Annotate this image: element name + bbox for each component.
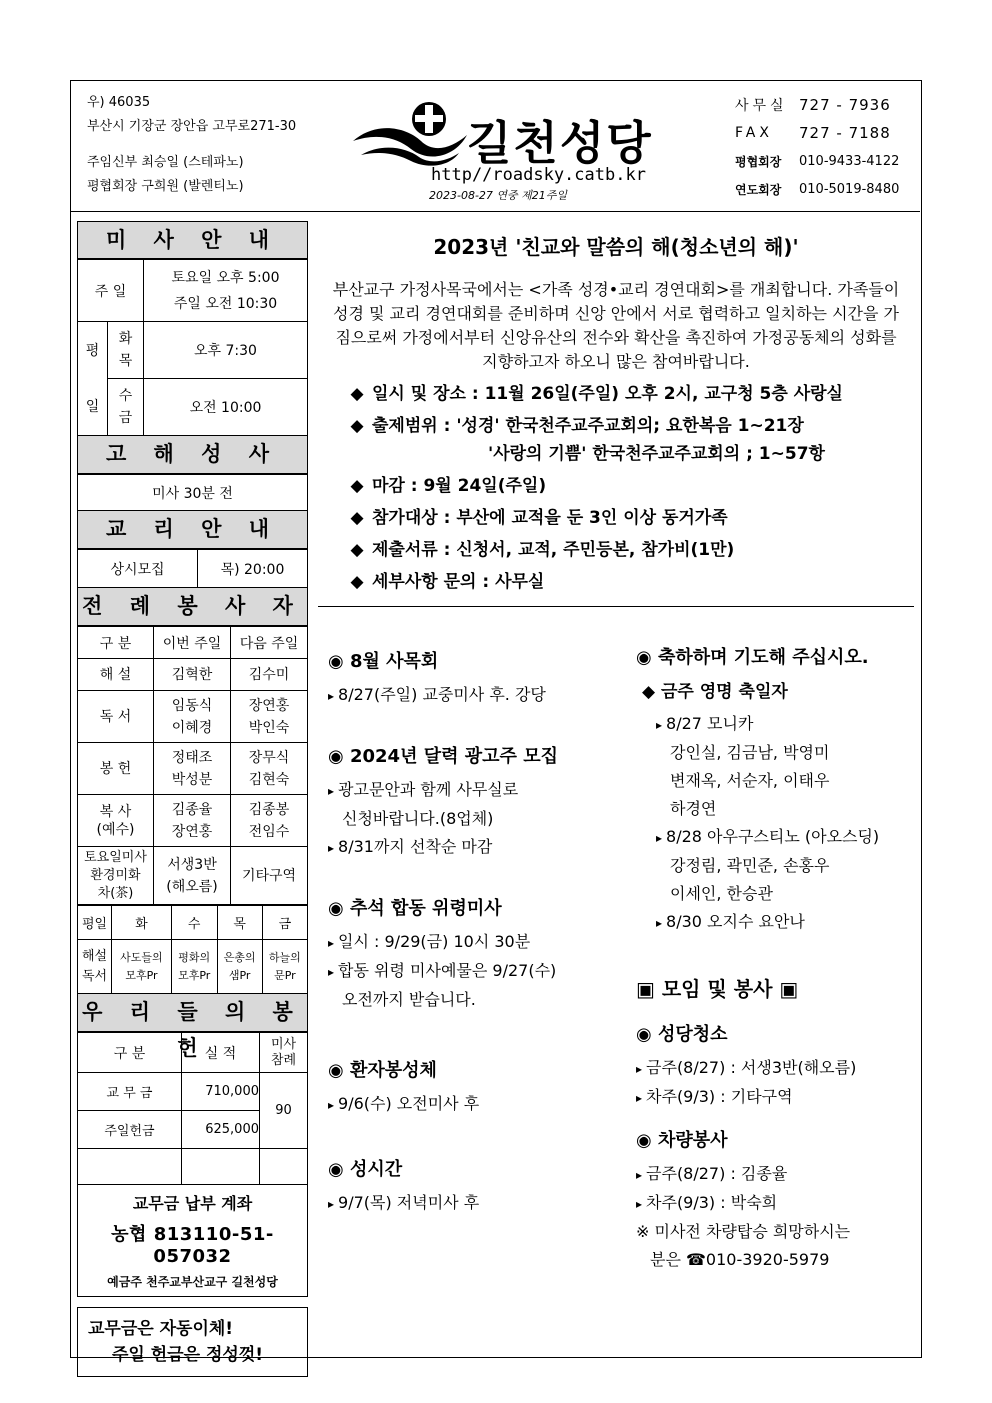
catechism-time: 목) 20:00 [198,550,308,588]
empty-cell [260,1149,308,1185]
calendar-title: ◉ 2024년 달력 광고주 모집 [328,746,558,767]
servers-next-week: 김수미 [231,659,308,691]
memorial-title: ◉ 추석 합동 위령미사 [328,898,502,919]
weekday-servers-table [77,905,308,994]
offering-row-amount: 710,000 [182,1073,260,1111]
contest-bullet: ◆ 출제범위 : '성경' 한국천주교주교회의; 요한복음 1~21장 [342,414,914,438]
weekday-label: 평일 [78,322,108,436]
offering-head-attendance: 미사 참례 [260,1033,308,1073]
year-theme-title: 2023년 '친교와 말씀의 해(청소년의 해)' [433,235,799,259]
catechism-recruit: 상시모집 [78,550,198,588]
servers-next-week: 장연홍 박인숙 [231,691,308,743]
feast-day-date: ▸ 8/30 오지수 요안나 [636,908,916,937]
attendance-count: 90 [260,1073,308,1149]
servers-this-week: 김종율 장연홍 [154,795,231,847]
calendar-item: 신청바랍니다.(8업체) [342,809,494,828]
congrats-column [636,643,916,1274]
church-logo [351,95,691,205]
contact-label: 평협회장 [735,154,782,169]
ride-phone: 분은 ☎010-3920-5979 [650,1250,830,1269]
contact-value: 727 - 7188 [799,124,891,142]
servers-next-week: 기타구역 [231,847,308,905]
feast-day-names: 변재옥, 서순자, 이태우 [670,771,830,790]
mass-table [77,259,308,436]
contest-bullet: ◆ 참가대상 : 부산에 교적을 둔 3인 이상 동거가족 [342,506,914,530]
wed-fri-time: 오전 10:00 [144,379,308,436]
contest-bullet: ◆ 세부사항 문의 : 사무실 [342,570,914,594]
sunday-times: 토요일 오후 5:00 주일 오전 10:30 [144,260,308,322]
servers-role: 해 설 [78,659,154,691]
tue-thu-time: 오후 7:30 [144,322,308,379]
feast-day-names: 강정림, 곽민준, 손홍우 [670,856,830,875]
servers-head-role: 구 분 [78,627,154,659]
weekday-cell: 사도들의 모후Pr [112,940,172,994]
parking-title: ◉ 차량봉사 [636,1130,728,1151]
contest-bullet-cont: '사랑의 기쁨' 한국천주교주교회의 ; 1~57항 [488,444,825,464]
header [71,81,920,212]
sunday-label: 주 일 [78,260,144,322]
contact-value: 010-5019-8480 [799,181,900,197]
contact-row [735,175,915,203]
empty-cell [182,1149,260,1185]
catechism-table [77,549,308,588]
offering-title: 우 리 들 의 봉 헌 [77,994,308,1032]
diamond-icon: ◆ [350,416,364,436]
memorial-item: 오전까지 받습니다. [342,990,476,1009]
feast-day-subtitle: ◆ 금주 영명 축일자 [642,682,788,702]
right-column [318,221,914,1327]
contest-bullet: ◆ 제출서류 : 신청서, 교적, 주민등본, 참가비(1만) [342,538,914,562]
weekday-cell: 평화의 모후Pr [171,940,217,994]
servers-row [78,743,308,795]
offering-row-label: 주일헌금 [78,1111,182,1149]
postal-code: 우) 46035 [87,95,151,110]
tue-thu-label: 화목 [108,322,144,379]
feast-day-names: 이세인, 한승관 [670,884,773,903]
church-url[interactable]: http//roadsky.catb.kr [431,165,646,185]
calendar-item: ▸ 8/31까지 선착순 마감 [328,833,618,862]
weekday-role: 해설 독서 [78,940,112,994]
feast-day-names: 강인실, 김금남, 박영미 [670,743,830,762]
contact-label: FAX [735,125,773,141]
cleaning-title: ◉ 성당청소 [636,1024,728,1045]
header-info [87,91,296,199]
weekday-head-cell: 화 [112,906,172,940]
meeting-item: ▸ 8/27(주일) 교중미사 후. 강당 [328,681,618,710]
offering-head-amount: 실 적 [182,1033,260,1073]
servers-this-week: 서생3반 (해오름) [154,847,231,905]
servers-next-week: 김종봉 전임수 [231,795,308,847]
feast-day-date: ▸ 8/27 모니카 [636,710,916,739]
bulletin-page [70,80,922,1365]
sick-communion-item: ▸ 9/6(수) 오전미사 후 [328,1090,618,1119]
servers-role: 독 서 [78,691,154,743]
servers-this-week: 김혁한 [154,659,231,691]
servers-row [78,691,308,743]
weekday-head-cell: 평일 [78,906,112,940]
dues-holder: 예금주 천주교부산교구 길천성당 [107,1275,278,1289]
confession-table [77,474,308,511]
feast-day-names: 하경연 [670,799,717,818]
offering-row-amount: 625,000 [182,1111,260,1149]
calendar-item: ▸ 광고문안과 함께 사무실로 [328,776,618,805]
servers-title: 전 례 봉 사 자 [77,588,308,626]
mass-title: 미 사 안 내 [77,221,308,259]
cleaning-item: ▸ 차주(9/3) : 기타구역 [636,1083,916,1112]
contact-row [735,147,915,175]
contest-bullet: ◆ 일시 및 장소 : 11월 26일(주일) 오후 2시, 교구청 5층 사랑실 [342,382,914,406]
contest-details [318,382,914,594]
contest-intro: 부산교구 가정사목국에서는 <가족 성경•교리 경연대회>를 개최합니다. 가족들이 성경 및 교리 경연대회를 준비하며 신앙 안에서 서로 협력하고 일치하는 시간을 가짐으로써 가정에서부터 신앙유산의 전수와 확산을 촉진하여 가정공동체의 성화를 지향하고자 하오니 많은 참여바랍니다. [332,280,900,371]
auto-transfer-note: 교무금은 자동이체! 주일 헌금은 정성껏! [77,1307,308,1377]
ride-note: ※ 미사전 차량탑승 희망하시는 [636,1222,851,1241]
contact-label: 사무실 [735,98,788,114]
memorial-item: ▸ 합동 위령 미사예물은 9/27(수) [328,957,618,986]
diamond-icon: ◆ [350,384,364,404]
servers-row [78,795,308,847]
dues-title: 교무금 납부 계좌 [132,1194,253,1213]
servers-role: 토요일미사 환경미화 차(茶) [78,847,154,905]
meeting-title: ◉ 8월 사목회 [328,651,439,672]
weekday-head-cell: 목 [217,906,262,940]
empty-cell [78,1149,182,1185]
contact-label: 연도회장 [735,182,782,197]
council-head: 평협회장 구희원 (발렌티노) [87,179,244,194]
contacts [735,91,915,203]
confession-text: 미사 30분 전 [78,475,308,511]
church-name: 길천성당 [467,116,653,170]
parking-item: ▸ 차주(9/3) : 박숙희 [636,1189,916,1218]
servers-table [77,626,308,905]
contest-bullet: ◆ 마감 : 9월 24일(주일) [342,474,914,498]
servers-this-week: 임동식 이혜경 [154,691,231,743]
cleaning-item: ▸ 금주(8/27) : 서생3반(해오름) [636,1054,916,1083]
servers-role: 봉 헌 [78,743,154,795]
contact-value: 010-9433-4122 [799,153,900,169]
memorial-item: ▸ 일시 : 9/29(금) 10시 30분 [328,928,618,957]
diamond-icon: ◆ [350,476,364,496]
offering-head-type: 구 분 [78,1033,182,1073]
cross-wave-icon [351,99,469,169]
catechism-title: 교 리 안 내 [77,511,308,549]
notice-columns [318,607,914,1327]
sick-communion-title: ◉ 환자봉성체 [328,1060,437,1081]
service-title: ▣ 모임 및 봉사 ▣ [636,977,799,1001]
notices-column [328,647,618,1218]
congrats-title: ◉ 축하하며 기도해 주십시오. [636,647,869,668]
weekday-cell: 하늘의 문Pr [262,940,307,994]
confession-title: 고 해 성 사 [77,436,308,474]
servers-role: 복 사 (예수) [78,795,154,847]
servers-this-week: 정태조 박성분 [154,743,231,795]
address: 부산시 기장군 장안읍 고무로271-30 [87,119,297,134]
contact-row [735,91,915,119]
dues-account: 농협 813110-51-057032 [111,1224,274,1267]
servers-next-week: 장무식 김현숙 [231,743,308,795]
holy-hour-title: ◉ 성시간 [328,1159,403,1180]
offering-row-label: 교 무 금 [78,1073,182,1111]
left-column [77,221,308,1377]
servers-row [78,847,308,905]
diamond-icon: ◆ [350,540,364,560]
diamond-icon: ◆ [350,572,364,592]
holy-hour-item: ▸ 9/7(목) 저녁미사 후 [328,1189,618,1218]
weekday-cell: 은총의 샘Pr [217,940,262,994]
feast-day-list [636,710,916,937]
contact-value: 727 - 7936 [799,96,891,114]
issue-date: 2023-08-27 연중 제21주일 [429,189,568,202]
servers-head-next: 다음 주일 [231,627,308,659]
diamond-icon: ◆ [350,508,364,528]
servers-head-this: 이번 주일 [154,627,231,659]
wed-fri-label: 수금 [108,379,144,436]
servers-row [78,659,308,691]
contact-row [735,119,915,147]
pastor: 주임신부 최승일 (스테파노) [87,155,244,170]
weekday-head-cell: 금 [262,906,307,940]
dues-account-box [77,1185,308,1297]
feast-day-date: ▸ 8/28 아우구스티노 (아오스딩) [636,823,916,852]
parking-item: ▸ 금주(8/27) : 김종율 [636,1160,916,1189]
weekday-head-cell: 수 [171,906,217,940]
